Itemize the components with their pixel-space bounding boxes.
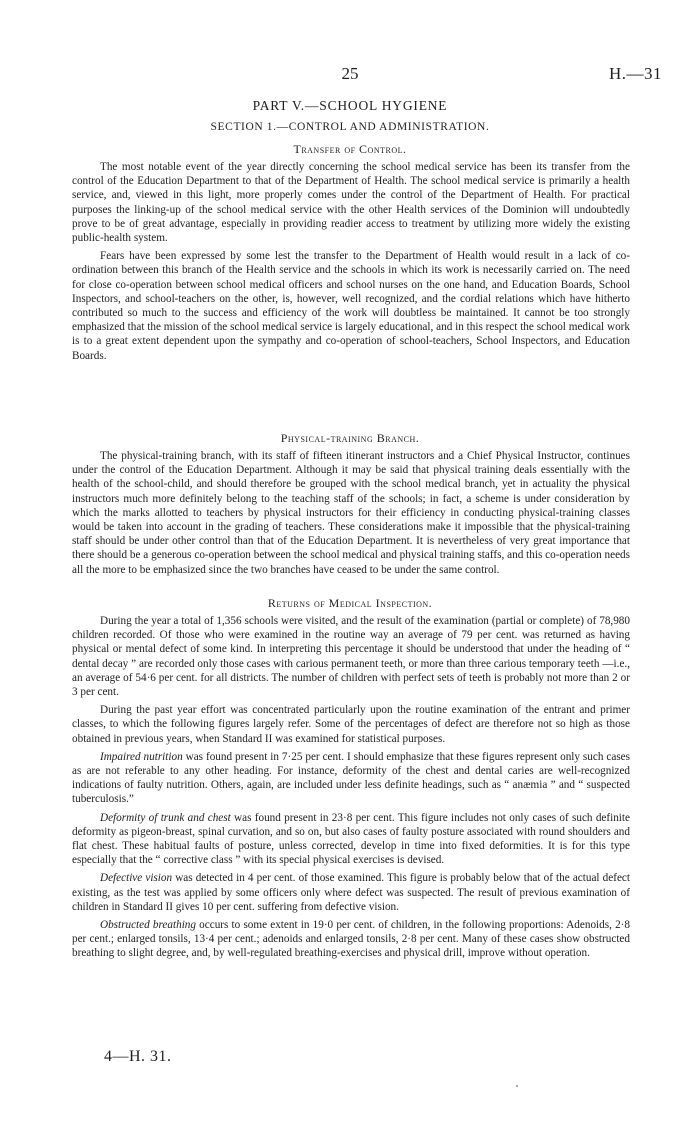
paragraph-defective-vision: Defective vision was detected in 4 per cent. of those examined. This figure is probably below that of the actual defect existing, as the test was applied by some officers only where defect was suspected. The result of previous examination of children in Standard II gives 10 per cent. suffering from defective vision. (72, 872, 630, 913)
page-header (0, 64, 700, 88)
paragraph-obstructed-breathing: Obstructed breathing occurs to some extent in 19·0 per cent. of children, in the following proportions: Adenoids, 2·8 per cent.; enlarged tonsils, 13·4 per cent.; adenoids and enlarged tonsils, 2·8 per cent. Many of these cases show obstructed breathing to slight degree, and, by well-regulated breathing-exercises and physical drill, improve without operation. (72, 919, 630, 960)
physical-training-section (72, 449, 630, 581)
heading-transfer-of-control: Transfer of Control. (293, 142, 407, 156)
returns-section (72, 614, 630, 965)
paragraph: During the past year effort was concentrated particularly upon the routine examination of the entrant and primer classes, to which the following figures largely refer. Some of the percentages of defect are therefore not so high as those obtained in previous years, when Standard II was examined for statistical purposes. (72, 704, 630, 745)
term-deformity: Deformity of trunk and chest (100, 811, 231, 824)
paragraph: The physical-training branch, with its staff of fifteen itinerant instructors and a Chief Physical Instructor, continues under the control of the Education Department. Although it may be said that physical training deals essentially with the health of the school-child, and should therefore be grouped with the school medical branch, yet in actuality the physical instructors much more definitely belong to the teaching staff of the schools; in fact, a scheme is under consideration by which the marks allotted to teachers by physical instructors for their efficiency in conducting physical-training classes would be taken into account in the grading of teachers. These considerations make it impossible that the physical-training staff should be under other control than that of the Education Department. It is nevertheless of very great importance that there should be a generous co-operation between the school medical and physical training staffs, and this co-operation needs all the more to be emphasized since the two branches have ceased to be under the same control. (72, 450, 630, 576)
part-title: PART V.—SCHOOL HYGIENE (252, 98, 448, 113)
term-impaired-nutrition: Impaired nutrition (100, 750, 183, 763)
paragraph: The most notable event of the year directly concerning the school medical service has been its transfer from the control of the Education Department to that of the Department of Health. The school medical service is primarily a health service, and, viewed in this light, more properly comes under the control of the Department of Health. For practical purposes the linking-up of the school medical service with the other Health services of the Dominion will undoubtedly prove to be of great advantage, especially in providing readier access to treatment by utilizing more widely the existing public-health system. (72, 161, 630, 245)
heading-physical-training-branch: Physical-training Branch. (280, 431, 420, 445)
transfer-section (72, 160, 630, 367)
footer-signature: 4—H. 31. (104, 1048, 172, 1065)
heading-returns-of-medical-inspection: Returns of Medical Inspection. (267, 596, 433, 610)
paragraph: Fears have been expressed by some lest the transfer to the Department of Health would result in a lack of co-ordination between this branch of the Health service and the schools in which its work is necessarily carried on. The need for close co-operation between school medical officers and school nurses on the one hand, and Education Boards, School Inspectors, and school-teachers on the other, is, however, well recognized, and the cordial relations which have hitherto contributed so much to the success and efficiency of the work will doubtless be maintained. It cannot be too strongly emphasized that the mission of the school medical service is largely educational, and in this respect the school medical work is to a great extent dependent upon the sympathy and co-operation of school-teachers, School Inspectors, and Education Boards. (72, 250, 630, 362)
speck-mark (516, 1085, 518, 1087)
term-defective-vision: Defective vision (100, 872, 173, 885)
page-number: 25 (341, 64, 359, 83)
paragraph-deformity: Deformity of trunk and chest was found present in 23·8 per cent. This figure includes not only cases of such definite deformity as pigeon-breast, spinal curvation, and so on, but also cases of faulty posture associated with round shoulders and flat chest. These habitual faults of posture, unless corrected, develop in time into fixed deformities. It is for this type especially that the “ corrective class ” with its special physical exercises is devised. (72, 811, 630, 867)
term-obstructed-breathing: Obstructed breathing (100, 919, 196, 932)
paragraph-impaired-nutrition: Impaired nutrition was found present in 7·25 per cent. I should emphasize that these figures represent only such cases as are not referable to any other heading. For instance, deformity of the chest and dental caries are well-recognized indications of faulty nutrition. Others, again, are included under less definite headings, such as “ anæmia ” and “ suspected tuberculosis.” (72, 750, 630, 806)
section-title: SECTION 1.—CONTROL AND ADMINISTRATION. (210, 121, 490, 133)
paragraph: During the year a total of 1,356 schools were visited, and the result of the examination (partial or complete) of 78,980 children recorded. Of those who were examined in the routine way an average of 79 per cent. was returned as having physical or mental defect of some kind. In interpreting this percentage it should be understood that under the heading of “ dental decay ” are recorded only those cases with carious permanent teeth, or more than three carious temporary teeth —i.e., an average of 54·6 per cent. for all districts. The number of children with perfect sets of teeth is probably not more than 2 or 3 per cent. (72, 615, 630, 699)
document-code: H.—31 (608, 64, 662, 83)
